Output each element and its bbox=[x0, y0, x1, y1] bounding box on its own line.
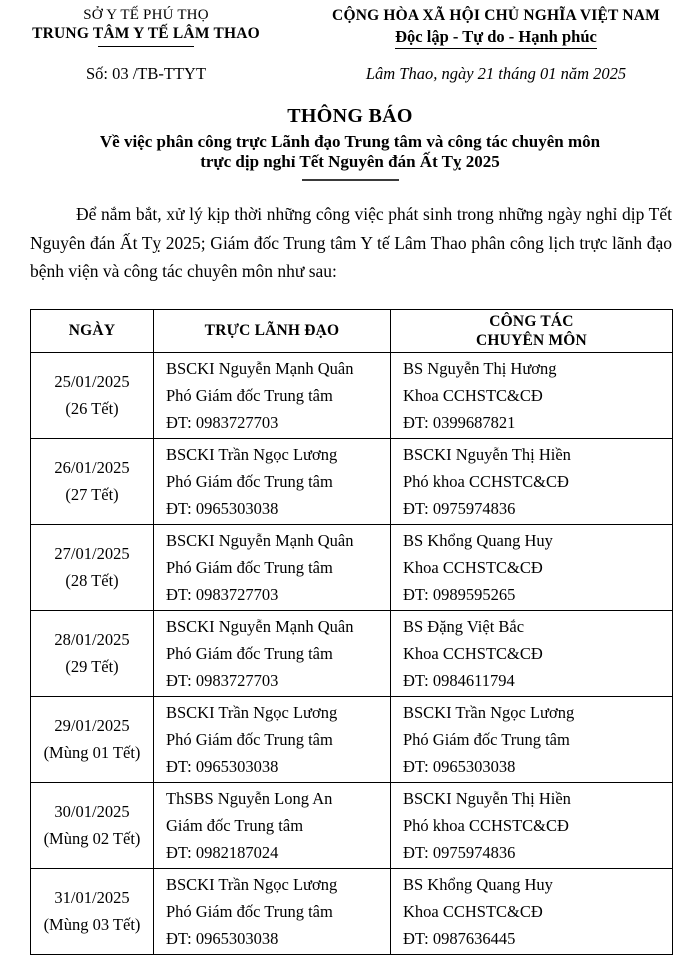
org-parent-name: SỞ Y TẾ PHÚ THỌ bbox=[83, 7, 209, 23]
header-national-block bbox=[292, 7, 700, 84]
specialist-name: BS Đặng Việt Bắc bbox=[403, 616, 525, 636]
table-row bbox=[31, 696, 673, 782]
col-header-specialist-line2: CHUYÊN MÔN bbox=[476, 331, 587, 349]
org-underline bbox=[98, 46, 194, 47]
leader-name: BSCKI Trần Ngọc Lương bbox=[166, 444, 338, 464]
leader-title: Phó Giám đốc Trung tâm bbox=[166, 471, 333, 491]
leader-cell bbox=[154, 782, 391, 868]
table-header-row bbox=[31, 309, 673, 352]
duty-date-note: (Mùng 02 Tết) bbox=[43, 829, 141, 848]
table-row bbox=[31, 524, 673, 610]
leader-title: Phó Giám đốc Trung tâm bbox=[166, 557, 333, 577]
leader-phone: ĐT: 0983727703 bbox=[166, 412, 279, 432]
date-cell bbox=[31, 868, 154, 954]
specialist-name: BS Khổng Quang Huy bbox=[403, 530, 553, 550]
specialist-phone: ĐT: 0975974836 bbox=[403, 842, 516, 862]
duty-date-note: (27 Tết) bbox=[65, 485, 119, 504]
date-cell bbox=[31, 524, 154, 610]
leader-phone: ĐT: 0965303038 bbox=[166, 928, 279, 948]
duty-date-note: (28 Tết) bbox=[65, 571, 119, 590]
specialist-phone: ĐT: 0984611794 bbox=[403, 670, 515, 690]
table-row bbox=[31, 868, 673, 954]
specialist-title: Khoa CCHSTC&CĐ bbox=[403, 901, 543, 921]
duty-date-note: (26 Tết) bbox=[65, 399, 119, 418]
leader-phone: ĐT: 0965303038 bbox=[166, 498, 279, 518]
col-header-specialist-line1: CÔNG TÁC bbox=[489, 312, 574, 330]
leader-title: Phó Giám đốc Trung tâm bbox=[166, 901, 333, 921]
leader-name: BSCKI Nguyễn Mạnh Quân bbox=[166, 616, 354, 636]
specialist-title: Phó Giám đốc Trung tâm bbox=[403, 729, 570, 749]
specialist-name: BSCKI Trần Ngọc Lương bbox=[403, 702, 575, 722]
leader-cell bbox=[154, 438, 391, 524]
notice-subtitle-1: Về việc phân công trực Lãnh đạo Trung tâm và công tác chuyên môn bbox=[99, 132, 601, 151]
specialist-name: BSCKI Nguyễn Thị Hiền bbox=[403, 788, 571, 808]
specialist-name: BSCKI Nguyễn Thị Hiền bbox=[403, 444, 571, 464]
col-header-leader: TRỰC LÃNH ĐẠO bbox=[154, 309, 391, 352]
leader-cell bbox=[154, 352, 391, 438]
duty-date: 28/01/2025 bbox=[54, 630, 130, 649]
duty-date-note: (Mùng 01 Tết) bbox=[43, 743, 141, 762]
leader-phone: ĐT: 0982187024 bbox=[166, 842, 279, 862]
notice-subtitle-2: trực dịp nghỉ Tết Nguyên đán Ất Tỵ 2025 bbox=[200, 152, 500, 171]
date-cell bbox=[31, 352, 154, 438]
leader-name: BSCKI Trần Ngọc Lương bbox=[166, 874, 338, 894]
doc-number: Số: 03 /TB-TTYT bbox=[85, 64, 207, 83]
leader-phone: ĐT: 0965303038 bbox=[166, 756, 279, 776]
specialist-cell bbox=[391, 352, 673, 438]
table-row bbox=[31, 438, 673, 524]
specialist-name: BS Khổng Quang Huy bbox=[403, 874, 553, 894]
specialist-title: Phó khoa CCHSTC&CĐ bbox=[403, 471, 569, 491]
date-cell bbox=[31, 438, 154, 524]
specialist-phone: ĐT: 0989595265 bbox=[403, 584, 516, 604]
leader-name: BSCKI Nguyễn Mạnh Quân bbox=[166, 358, 354, 378]
date-cell bbox=[31, 696, 154, 782]
leader-phone: ĐT: 0983727703 bbox=[166, 584, 279, 604]
leader-phone: ĐT: 0983727703 bbox=[166, 670, 279, 690]
org-name: TRUNG TÂM Y TẾ LÂM THAO bbox=[32, 25, 260, 42]
leader-cell bbox=[154, 524, 391, 610]
national-motto: Độc lập - Tự do - Hạnh phúc bbox=[395, 27, 597, 49]
specialist-cell bbox=[391, 438, 673, 524]
title-block bbox=[0, 105, 700, 181]
specialist-title: Khoa CCHSTC&CĐ bbox=[403, 557, 543, 577]
duty-date: 30/01/2025 bbox=[54, 802, 130, 821]
leader-name: BSCKI Nguyễn Mạnh Quân bbox=[166, 530, 354, 550]
specialist-name: BS Nguyễn Thị Hương bbox=[403, 358, 557, 378]
leader-title: Phó Giám đốc Trung tâm bbox=[166, 729, 333, 749]
specialist-title: Phó khoa CCHSTC&CĐ bbox=[403, 815, 569, 835]
specialist-title: Khoa CCHSTC&CĐ bbox=[403, 643, 543, 663]
duty-table bbox=[30, 309, 673, 955]
table-row bbox=[31, 610, 673, 696]
leader-title: Giám đốc Trung tâm bbox=[166, 815, 304, 835]
notice-title: THÔNG BÁO bbox=[287, 105, 413, 127]
col-header-specialist bbox=[391, 309, 673, 352]
duty-date: 31/01/2025 bbox=[54, 888, 130, 907]
leader-title: Phó Giám đốc Trung tâm bbox=[166, 643, 333, 663]
national-title: CỘNG HÒA XÃ HỘI CHỦ NGHĨA VIỆT NAM bbox=[332, 7, 660, 24]
specialist-phone: ĐT: 0975974836 bbox=[403, 498, 516, 518]
table-row bbox=[31, 782, 673, 868]
date-cell bbox=[31, 782, 154, 868]
specialist-cell bbox=[391, 696, 673, 782]
leader-name: BSCKI Trần Ngọc Lương bbox=[166, 702, 338, 722]
duty-date-note: (29 Tết) bbox=[65, 657, 119, 676]
specialist-phone: ĐT: 0965303038 bbox=[403, 756, 516, 776]
duty-date-note: (Mùng 03 Tết) bbox=[43, 915, 141, 934]
duty-date: 25/01/2025 bbox=[54, 372, 130, 391]
leader-name: ThSBS Nguyễn Long An bbox=[166, 788, 333, 808]
specialist-cell bbox=[391, 524, 673, 610]
place-date: Lâm Thao, ngày 21 tháng 01 năm 2025 bbox=[365, 64, 627, 83]
title-divider bbox=[302, 179, 399, 181]
duty-date: 29/01/2025 bbox=[54, 716, 130, 735]
duty-date: 26/01/2025 bbox=[54, 458, 130, 477]
duty-date: 27/01/2025 bbox=[54, 544, 130, 563]
specialist-phone: ĐT: 0987636445 bbox=[403, 928, 516, 948]
leader-cell bbox=[154, 610, 391, 696]
header-org-block bbox=[0, 7, 292, 84]
intro-paragraph: Để nắm bắt, xử lý kịp thời những công việc phát sinh trong những ngày nghỉ dịp Tết Nguyên đán Ất Tỵ 2025; Giám đốc Trung tâm Y tế Lâm Thao phân công lịch trực lãnh đạo bệnh viện và công tác chuyên môn như sau: bbox=[30, 204, 672, 281]
specialist-cell bbox=[391, 610, 673, 696]
specialist-cell bbox=[391, 868, 673, 954]
leader-cell bbox=[154, 696, 391, 782]
leader-cell bbox=[154, 868, 391, 954]
col-header-date: NGÀY bbox=[31, 309, 154, 352]
date-cell bbox=[31, 610, 154, 696]
leader-title: Phó Giám đốc Trung tâm bbox=[166, 385, 333, 405]
specialist-phone: ĐT: 0399687821 bbox=[403, 412, 516, 432]
document-header bbox=[0, 0, 700, 84]
table-row bbox=[31, 352, 673, 438]
specialist-title: Khoa CCHSTC&CĐ bbox=[403, 385, 543, 405]
specialist-cell bbox=[391, 782, 673, 868]
